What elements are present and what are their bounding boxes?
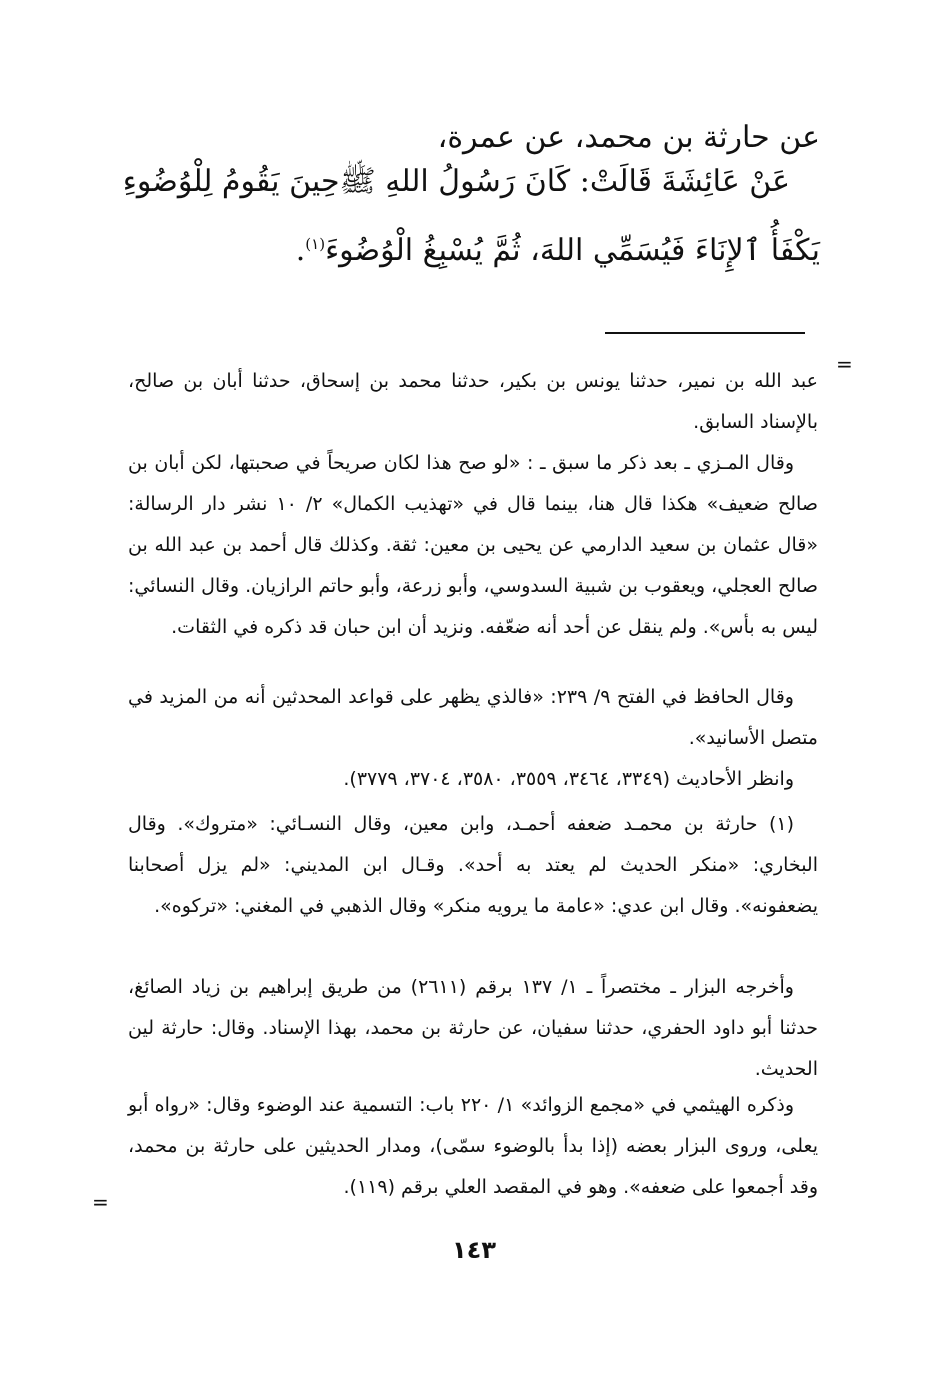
footnote-paragraph-4: وانظر الأحاديث (٣٣٤٩، ٣٤٦٤، ٣٥٥٩، ٣٥٨٠، ٣٧٠٤، ٣٧٧٩). (343, 768, 794, 790)
page-number: ١٤٣ (452, 1236, 496, 1264)
continuation-mark-top: = (836, 352, 853, 376)
hadith-line-2 (120, 222, 820, 273)
hadith-text-1: عَنْ عَائِشَةَ قَالَتْ: كَانَ رَسُولُ اللهِ ﷺحِينَ يَقُومُ لِلْوُضُوءِ (122, 164, 790, 199)
footnote-reference: (١) (305, 235, 326, 253)
continuation-mark-bottom: = (92, 1190, 109, 1214)
isnad-line (120, 118, 820, 158)
footnote-paragraph-1: عبد الله بن نمير، حدثنا يونس بن بكير، حدثنا محمد بن إسحاق، حدثنا أبان بن صالح، بالإسناد السابق. (128, 370, 818, 433)
isnad-text: عن حارثة بن محمد، عن عمرة، (437, 120, 820, 155)
hadith-line-1 (120, 160, 820, 204)
footnote-paragraph-5: (١) حارثة بن محمـد ضعفه أحمـد، وابن معين، وقال النسـائي: «متروك». وقال البخاري: «منكر الحديث لم يعتد به أحد». وقـال ابن المديني: «لم يزل أصحابنا يضعفونه». وقال ابن عدي: «عامة ما يرويه منكر» وقال الذهبي في المغني: «تركوه». (128, 813, 818, 917)
footnote-separator (605, 332, 805, 334)
footnote-paragraph-6: وأخرجه البزار ـ مختصراً ـ ١/ ١٣٧ برقم (٢٦١١) من طريق إبراهيم بن زياد الصائغ، حدثنا أبو داود الحفري، حدثنا سفيان، عن حارثة بن محمد، بهذا الإسناد. وقال: حارثة لين الحديث. (128, 976, 818, 1080)
hadith-text-2: يَكْفَأُ ٱلإِنَاءَ فَيُسَمِّي اللهَ، ثُمَّ يُسْبِغُ الْوُضُوءَ (325, 233, 820, 268)
hadith-end-mark: . (295, 233, 306, 268)
footnote-paragraph-7: وذكره الهيثمي في «مجمع الزوائد» ١/ ٢٢٠ باب: التسمية عند الوضوء وقال: «رواه أبو يعلى، وروى البزار بعضه (إذا بدأ بالوضوء سمّى)، ومدار الحديثين على حارثة بن محمد، وقد أجمعوا على ضعفه». وهو في المقصد العلي برقم (١١٩). (128, 1094, 818, 1198)
footnote-paragraph-2: وقال المـزي ـ بعد ذكر ما سبق ـ : «لو صح هذا لكان صريحاً في صحبتها، لكن أبان بن صالح ضعيف» هكذا قال هنا، بينما قال في «تهذيب الكمال» ٢/ ١٠ نشر دار الرسالة: «قال عثمان بن سعيد الدارمي عن يحيى بن معين: ثقة. وكذلك قال أحمد بن عبد الله بن صالح العجلي، ويعقوب بن شبية السدوسي، وأبو زرعة، وأبو حاتم الرازيان. وقال النسائي: ليس به بأس». ولم ينقل عن أحد أنه ضعّفه. ونزيد أن ابن حبان قد ذكره في الثقات. (128, 452, 818, 638)
footnote-paragraph-3: وقال الحافظ في الفتح ٩/ ٢٣٩: «فالذي يظهر على قواعد المحدثين أنه من المزيد في متصل الأسانيد». (128, 686, 818, 749)
